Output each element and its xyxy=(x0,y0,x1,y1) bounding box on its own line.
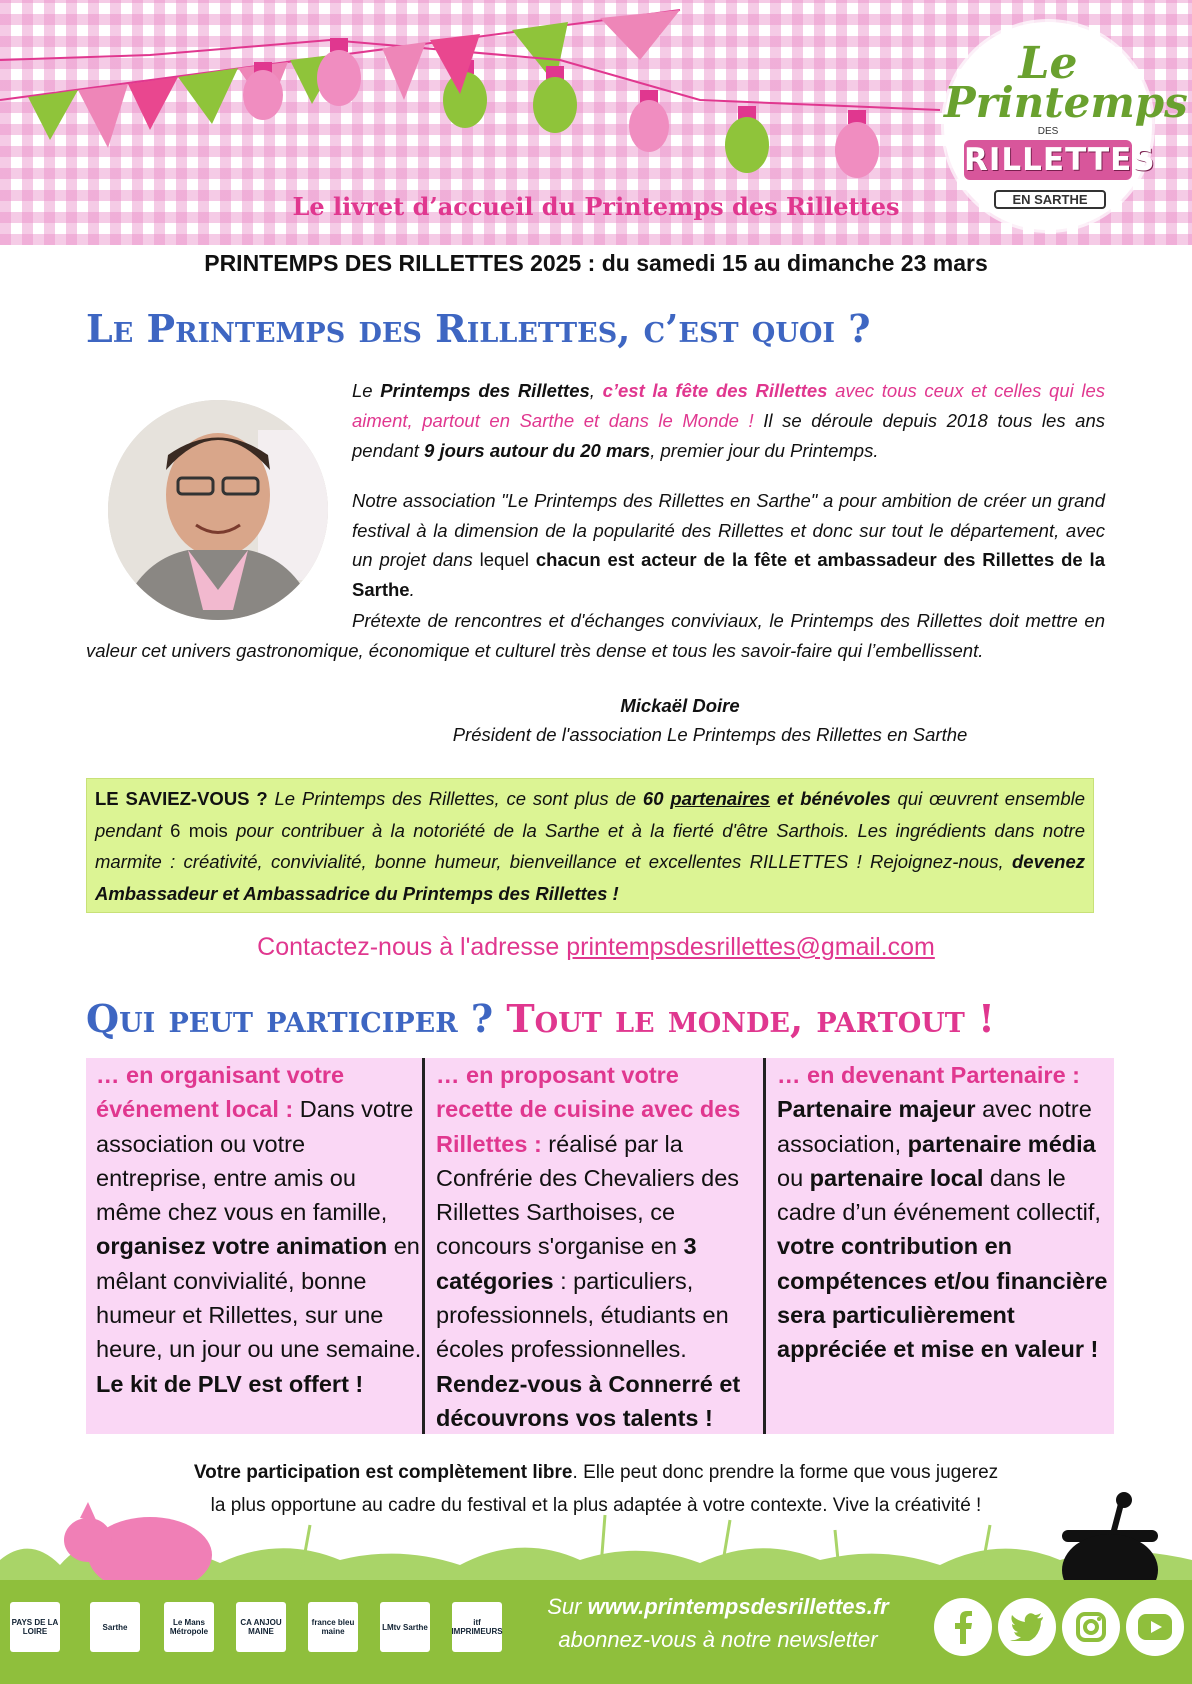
column-divider-1 xyxy=(422,1058,425,1434)
col2-a: réalisé par la Confrérie des Chevaliers des Rillettes Sarthoises, ce concours s'organise en xyxy=(436,1130,740,1260)
website-link[interactable]: www.printempsdesrillettes.fr xyxy=(587,1594,889,1619)
note-a: Votre participation est complètement libre xyxy=(193,1462,573,1483)
col3-head: … en devenant Partenaire : xyxy=(777,1062,1080,1088)
saviez-f: 6 mois xyxy=(170,819,228,841)
did-you-know-box xyxy=(86,778,1094,913)
logo-line-le: Le xyxy=(1018,38,1078,89)
col2-head: … en proposant votre recette de cuisine avec des Rillettes : xyxy=(436,1062,741,1157)
contact-line xyxy=(0,933,1192,962)
col1-c: en mêlant convivialité, bonne humeur et Rillettes, sur une heure, un jour ou une semaine. xyxy=(96,1233,422,1363)
saviez-partners: partenaires xyxy=(670,788,771,809)
saviez-b: 60 xyxy=(642,788,671,809)
note-b: . Elle peut donc prendre la forme que vous jugerez xyxy=(572,1462,999,1483)
signature-name: Mickaël Doire xyxy=(620,695,740,716)
col2-c: : particuliers, professionnels, étudiants en écoles professionnelles. xyxy=(436,1267,729,1363)
newsletter-text[interactable]: abonnez-vous à notre newsletter xyxy=(558,1627,878,1652)
intro-d: c’est la fête des Rillettes xyxy=(602,380,828,401)
assoc-d: . xyxy=(409,578,415,600)
intro-g: 9 jours autour du 20 mars xyxy=(424,440,651,461)
note-c: la plus opportune au cadre du festival et la plus adaptée à votre contexte. Vive la créativité ! xyxy=(210,1495,982,1516)
partner-logo-pays-de-la-loire xyxy=(10,1602,60,1652)
partner-name-5: france bleu maine xyxy=(311,1618,355,1636)
section-title-what: Le Printemps des Rillettes, c’est quoi ? xyxy=(86,306,871,351)
saviez-h: devenez Ambassadeur et Ambassadrice du Printemps des Rillettes ! xyxy=(95,851,1085,904)
contact-text: Contactez-nous à l'adresse xyxy=(257,933,567,961)
assoc-c: chacun est acteur de la fête et ambassadeur des Rillettes de la Sarthe xyxy=(352,549,1105,600)
did-you-know-text xyxy=(87,779,1093,909)
partner-name-1: PAYS DE LA LOIRE xyxy=(11,1618,59,1636)
col1-head: … en organisant votre événement local : xyxy=(96,1062,345,1123)
who-title-a: Qui peut participer ? xyxy=(86,996,507,1041)
intro-e: avec tous ceux et celles qui les aiment, partout en Sarthe et dans le Monde ! xyxy=(352,380,1106,431)
light-bulb-7 xyxy=(835,110,879,178)
partner-logo-itf xyxy=(452,1602,502,1652)
flag-1 xyxy=(28,90,78,140)
assoc-b: lequel xyxy=(479,549,529,570)
website-block xyxy=(508,1590,928,1656)
saviez-a: Le Printemps des Rillettes, ce sont plus de xyxy=(267,788,643,809)
partner-name-2: Sarthe xyxy=(102,1622,128,1632)
col3-e: partenaire local xyxy=(809,1164,984,1191)
column-partner xyxy=(767,1058,1114,1434)
logo-line-rillettes: RILLETTES xyxy=(964,142,1156,178)
participation-columns xyxy=(86,1058,1114,1434)
intro-paragraph xyxy=(352,376,1105,466)
did-you-know-label: LE SAVIEZ-VOUS ? xyxy=(95,788,268,809)
signature-title: Président de l'association Le Printemps des Rillettes en Sarthe xyxy=(452,724,968,745)
instagram-icon[interactable] xyxy=(1062,1598,1120,1656)
festival-dates: PRINTEMPS DES RILLETTES 2025 : du samedi 15 au dimanche 23 mars xyxy=(204,250,988,276)
partner-logo-credit-agricole xyxy=(236,1602,286,1652)
column-recipe xyxy=(426,1058,762,1434)
col3-d: ou xyxy=(777,1164,810,1191)
saviez-e: qui œuvrent ensemble pendant xyxy=(95,788,1086,841)
light-bulb-4 xyxy=(533,66,577,133)
column-local-event xyxy=(86,1058,422,1434)
col3-a: Partenaire majeur xyxy=(777,1096,976,1123)
who-title-b: Tout le monde, partout ! xyxy=(506,996,995,1041)
partner-logo-lmtv xyxy=(380,1602,430,1652)
partner-name-4: CA ANJOU MAINE xyxy=(240,1618,282,1636)
section-title-who xyxy=(86,996,995,1041)
intro-f: Il se déroule depuis 2018 tous les ans pendant xyxy=(352,410,1105,461)
association-paragraph xyxy=(352,486,1105,604)
web-prefix: Sur xyxy=(547,1594,588,1619)
partner-logo-sarthe xyxy=(90,1602,140,1652)
col2-d: Rendez-vous à Connerré et découvrons vos talents ! xyxy=(436,1370,741,1431)
assoc-a: Notre association "Le Printemps des Rillettes en Sarthe" a pour ambition de créer un grand festival à la dimension de la popularité des Rillettes et donc sur tout le département, avec un projet dans xyxy=(352,490,1105,570)
festival-logo xyxy=(944,22,1188,230)
youtube-icon[interactable] xyxy=(1126,1598,1184,1656)
partner-name-3: Le Mans Métropole xyxy=(169,1618,209,1636)
column-divider-2 xyxy=(763,1058,766,1434)
booklet-subtitle: Le livret d’accueil du Printemps des Rillettes xyxy=(292,192,900,221)
intro-c: , xyxy=(589,380,603,401)
saviez-g: pour contribuer à la notoriété de la Sarthe et à la fierté d'être Sarthois. Les ingrédients dans notre marmite : créativité, convivialité, bonne humeur, bienveillance et excellentes RILLETTES ! Rejoignez-nous, xyxy=(95,819,1085,872)
logo-line-des: DES xyxy=(1037,126,1059,137)
pretext-paragraph: Prétexte de rencontres et d'échanges conviviaux, le Printemps des Rillettes doit mettre en valeur cet univers gastronomique, économique et culturel très dense et tous les savoir-faire qui l’embellissent. xyxy=(86,610,1105,661)
light-bulb-6 xyxy=(725,106,769,173)
partner-logo-france-bleu xyxy=(308,1602,358,1652)
col1-d: Le kit de PLV est offert ! xyxy=(96,1370,364,1397)
intro-b: Printemps des Rillettes xyxy=(380,380,590,401)
col3-f: dans le cadre d’un événement collectif, xyxy=(777,1164,1101,1226)
partner-name-7: itf IMPRIMEURS xyxy=(451,1618,503,1636)
col3-b: avec notre association, xyxy=(777,1096,1092,1157)
twitter-icon[interactable] xyxy=(998,1598,1056,1656)
president-portrait xyxy=(108,400,328,620)
footer-band xyxy=(0,1580,1192,1684)
col3-g: votre contribution en compétences et/ou financière sera particulièrement appréciée et mise en valeur ! xyxy=(777,1233,1108,1363)
light-bulb-2 xyxy=(317,38,361,106)
light-bulb-5 xyxy=(629,90,669,152)
contact-email-link[interactable]: printempsdesrillettes@gmail.com xyxy=(566,933,935,961)
logo-line-printemps: Printemps xyxy=(944,78,1188,127)
col3-c: partenaire média xyxy=(907,1130,1096,1157)
col1-b: organisez votre animation xyxy=(96,1233,388,1260)
partner-logo-le-mans-metropole xyxy=(164,1602,214,1652)
col2-b: 3 catégories xyxy=(436,1233,697,1294)
saviez-d: et bénévoles xyxy=(770,788,891,809)
bunting-garland xyxy=(0,0,940,190)
col1-a: Dans votre association ou votre entreprise, entre amis ou même chez vous en famille, xyxy=(96,1096,414,1226)
facebook-icon[interactable] xyxy=(934,1598,992,1656)
intro-a: Le xyxy=(352,380,381,401)
partner-name-6: LMtv Sarthe xyxy=(382,1622,428,1632)
intro-h: , premier jour du Printemps. xyxy=(650,440,879,461)
logo-line-en-sarthe: EN SARTHE xyxy=(994,190,1106,209)
